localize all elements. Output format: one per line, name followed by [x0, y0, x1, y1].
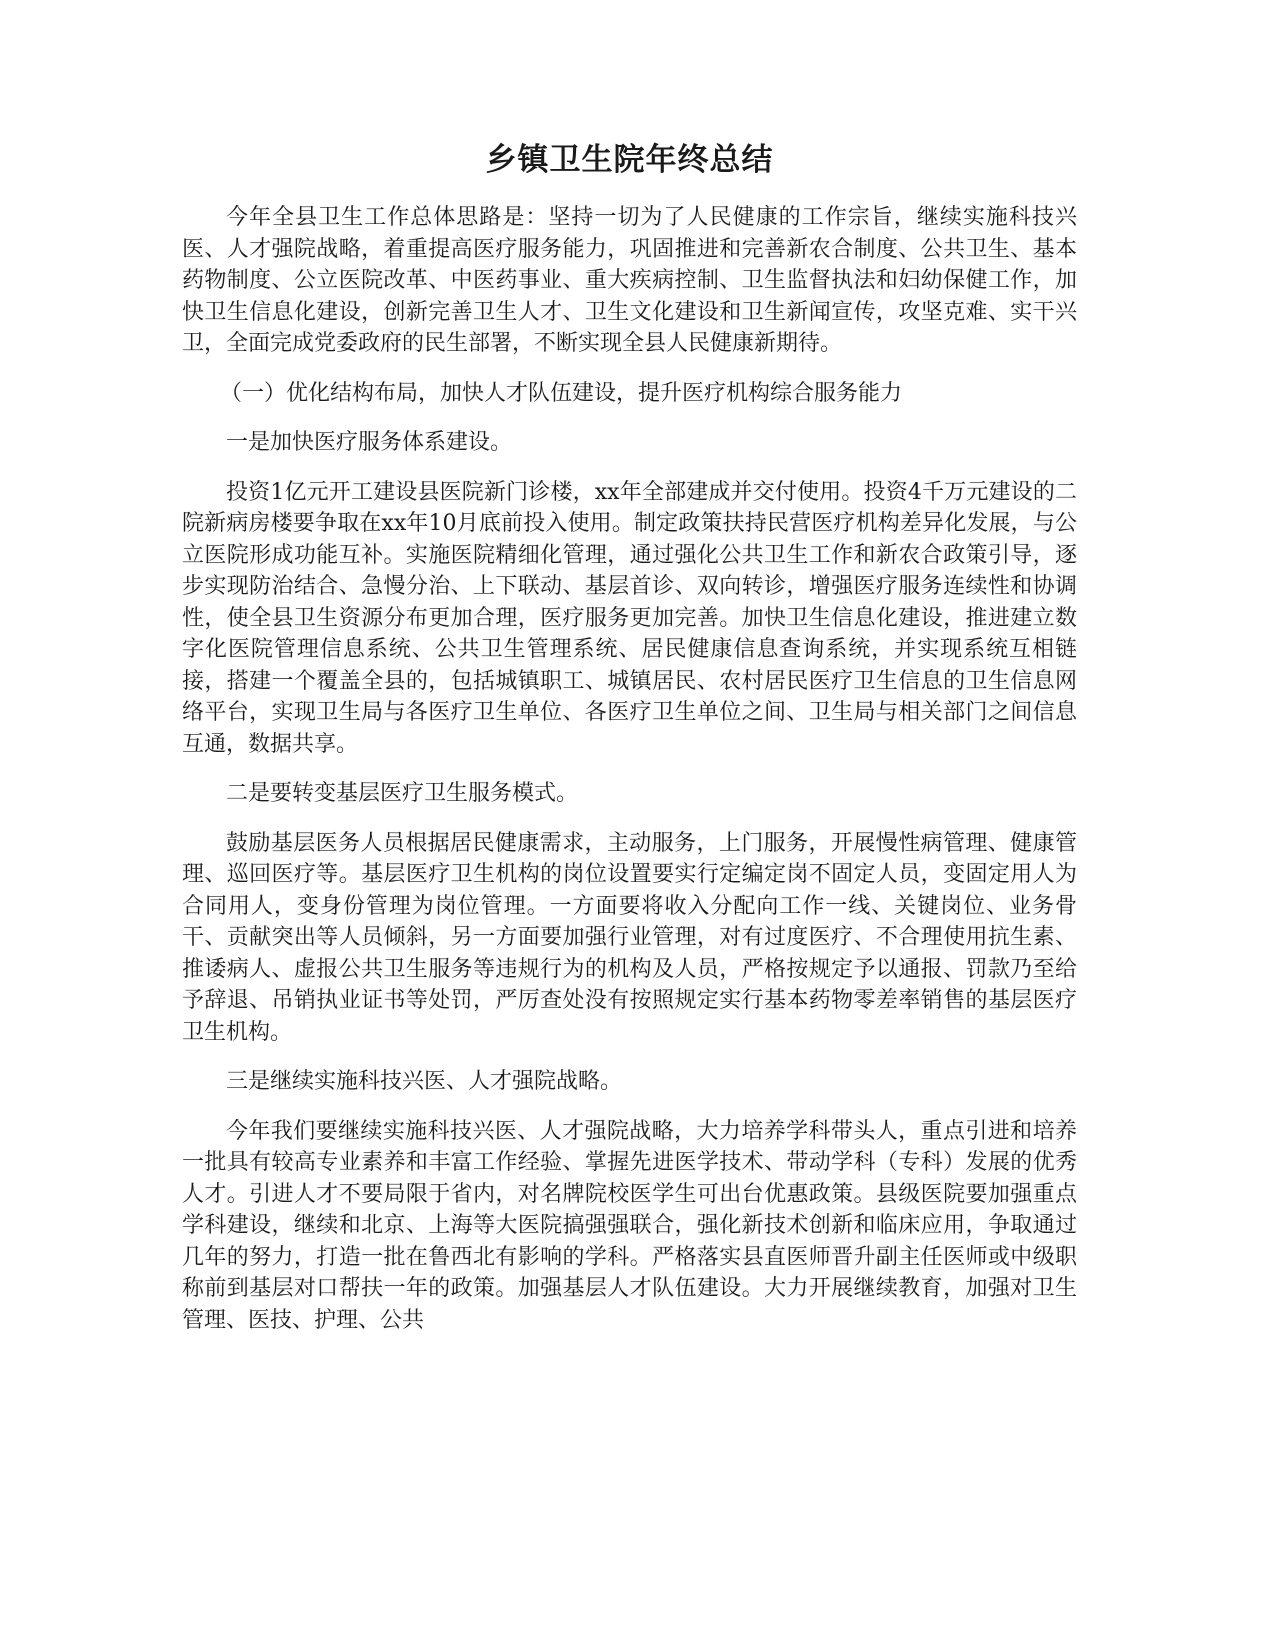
intro-paragraph: 今年全县卫生工作总体思路是：坚持一切为了人民健康的工作宗旨，继续实施科技兴医、人才强院战略，着重提高医疗服务能力，巩固推进和完善新农合制度、公共卫生、基本药物制度、公立医院改革、中医药事业、重大疾病控制、卫生监督执法和妇幼保健工作，加快卫生信息化建设，创新完善卫生人才、卫生文化建设和卫生新闻宣传，攻坚克难、实干兴卫，全面完成党委政府的民生部署，不断实现全县人民健康新期待。	[182, 205, 1077, 356]
document-title: 乡镇卫生院年终总结	[485, 142, 774, 178]
document-page	[182, 140, 1077, 1354]
section-heading-1: （一）优化结构布局，加快人才队伍建设，提升医疗机构综合服务能力	[220, 380, 903, 406]
item-body-3: 今年我们要继续实施科技兴医、人才强院战略，大力培养学科带头人，重点引进和培养一批具有较高专业素养和丰富工作经验、掌握先进医学技术、带动学科（专科）发展的优秀人才。引进人才不要局限于省内，对名牌院校医学生可出台优惠政策。县级医院要加强重点学科建设，继续和北京、上海等大医院搞强强联合，强化新技术创新和临床应用，争取通过几年的努力，打造一批在鲁西北有影响的学科。严格落实县直医师晋升副主任医师或中级职称前到基层对口帮扶一年的政策。加强基层人才队伍建设。大力开展继续教育，加强对卫生管理、医技、护理、公共	[182, 1118, 1077, 1333]
item-heading-1: 一是加快医疗服务体系建设。	[226, 430, 513, 455]
item-body-2: 鼓励基层医务人员根据居民健康需求，主动服务，上门服务，开展慢性病管理、健康管理、巡回医疗等。基层医疗卫生机构的岗位设置要实行定编定岗不固定人员，变固定用人为合同用人，变身份管理为岗位管理。一方面要将收入分配向工作一线、关键岗位、业务骨干、贡献突出等人员倾斜，另一方面要加强行业管理，对有过度医疗、不合理使用抗生素、推诿病人、虚报公共卫生服务等违规行为的机构及人员，严格按规定予以通报、罚款乃至给予辞退、吊销执业证书等处罚，严厉查处没有按照规定实行基本药物零差率销售的基层医疗卫生机构。	[182, 830, 1077, 1045]
item-heading-2: 二是要转变基层医疗卫生服务模式。	[226, 781, 579, 806]
item-heading-3: 三是继续实施科技兴医、人才强院战略。	[226, 1069, 623, 1094]
item-body-1: 投资1亿元开工建设县医院新门诊楼，xx年全部建成并交付使用。投资4千万元建设的二院新病房楼要争取在xx年10月底前投入使用。制定政策扶持民营医疗机构差异化发展，与公立医院形成功能互补。实施医院精细化管理，通过强化公共卫生工作和新农合政策引导，逐步实现防治结合、急慢分治、上下联动、基层首诊、双向转诊，增强医疗服务连续性和协调性，使全县卫生资源分布更加合理，医疗服务更加完善。加快卫生信息化建设，推进建立数字化医院管理信息系统、公共卫生管理系统、居民健康信息查询系统，并实现系统互相链接，搭建一个覆盖全县的，包括城镇职工、城镇居民、农村居民医疗卫生信息的卫生信息网络平台，实现卫生局与各医疗卫生单位、各医疗卫生单位之间、卫生局与相关部门之间信息互通，数据共享。	[182, 479, 1077, 757]
